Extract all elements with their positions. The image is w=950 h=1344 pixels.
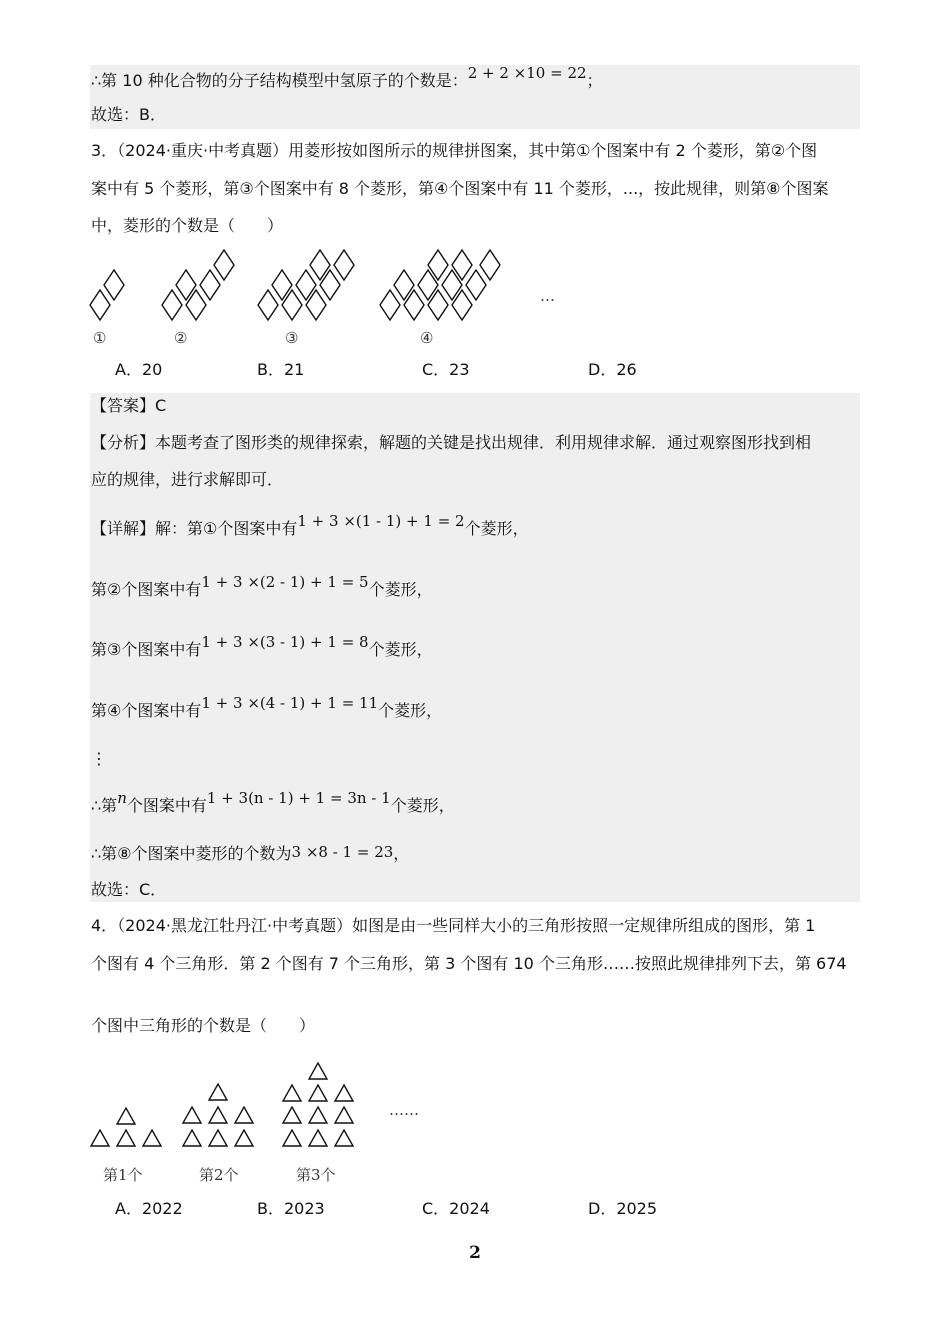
figure-label-1: 第1个 [103, 1166, 143, 1184]
figure-ellipsis: … [540, 287, 555, 305]
q4-option-c: C．2024 [422, 1199, 490, 1218]
q3-option-c: C．23 [422, 360, 470, 379]
top-line-2: 故选：B． [91, 105, 166, 124]
math-expression: 1 + 3 ×(1 - 1) + 1 = 2 [297, 512, 465, 530]
figure-label-3: 第3个 [296, 1166, 336, 1184]
math-expression: 1 + 3 ×(4 - 1) + 1 = 11 [201, 694, 379, 712]
analysis-line-2: 应的规律，进行求解即可． [91, 470, 284, 489]
q4-option-b: B．2023 [257, 1199, 325, 1218]
figure-label-3: ③ [285, 329, 299, 347]
q4-stem-line-3: 个图中三角形的个数是（ ） [91, 1016, 316, 1035]
figure-label-1: ① [93, 329, 107, 347]
q3-option-a: A．20 [115, 360, 163, 379]
q4-stem-line-1: 4．（2024·黑龙江牡丹江·中考真题）如图是由一些同样大小的三角形按照一定规律所组成的图形，第 1 [91, 916, 816, 935]
q3-stem-line-3: 中，菱形的个数是（ ） [91, 216, 284, 235]
q3-option-b: B．21 [257, 360, 305, 379]
figure-label-4: ④ [420, 329, 434, 347]
q4-option-d: D．2025 [588, 1199, 658, 1218]
q4-stem-line-2: 个图有 4 个三角形．第 2 个图有 7 个三角形，第 3 个图有 10 个三角形……按照此规律排列下去，第 674 [91, 954, 847, 973]
page-number: 2 [469, 1243, 481, 1263]
math-expression: 1 + 3(n - 1) + 1 = 3n - 1 [206, 789, 391, 807]
choice-line: 故选：C． [91, 880, 167, 899]
q3-stem-line-2: 案中有 5 个菱形，第③个图案中有 8 个菱形，第④个图案中有 11 个菱形，...，按此规律，则第⑧个图案 [91, 179, 829, 198]
math-expression: 3 ×8 - 1 = 23 [291, 843, 394, 861]
math-expression: 1 + 3 ×(2 - 1) + 1 = 5 [201, 573, 369, 591]
rhombus-figure [85, 245, 565, 330]
detail-line-8: ∴第⑧个图案中菱形的个数为3 ×8 - 1 = 23， [91, 843, 410, 863]
math-expression: 1 + 3 ×(3 - 1) + 1 = 8 [201, 633, 369, 651]
answer-label: 【答案】C [91, 396, 167, 415]
triangle-figure [85, 1058, 375, 1150]
top-line-1: ∴第 10 种化合物的分子结构模型中氢原子的个数是：2 + 2 ×10 = 22； [91, 64, 603, 90]
figure-label-2: 第2个 [199, 1166, 239, 1184]
detail-line-3: 第③个图案中有1 + 3 ×(3 - 1) + 1 = 8个菱形， [91, 633, 433, 659]
q3-stem-line-1: 3．（2024·重庆·中考真题）用菱形按如图所示的规律拼图案，其中第①个图案中有 2 个菱形，第②个图 [91, 141, 818, 160]
q4-option-a: A．2022 [115, 1199, 183, 1218]
figure-label-2: ② [174, 329, 188, 347]
analysis-line-1: 【分析】本题考查了图形类的规律探索，解题的关键是找出规律．利用规律求解．通过观察图形找到相 [91, 433, 812, 452]
detail-line-1: 【详解】解：第①个图案中有1 + 3 ×(1 - 1) + 1 = 2个菱形， [91, 512, 529, 538]
q3-option-d: D．26 [588, 360, 637, 379]
figure-ellipsis: …… [389, 1101, 419, 1119]
math-expression: 2 + 2 ×10 = 22 [467, 64, 587, 82]
vertical-ellipsis: ⋮ [91, 749, 107, 768]
detail-line-4: 第④个图案中有1 + 3 ×(4 - 1) + 1 = 11个菱形， [91, 694, 443, 720]
detail-line-n: ∴第n个图案中有1 + 3(n - 1) + 1 = 3n - 1个菱形， [91, 789, 455, 815]
detail-line-2: 第②个图案中有1 + 3 ×(2 - 1) + 1 = 5个菱形， [91, 573, 433, 599]
